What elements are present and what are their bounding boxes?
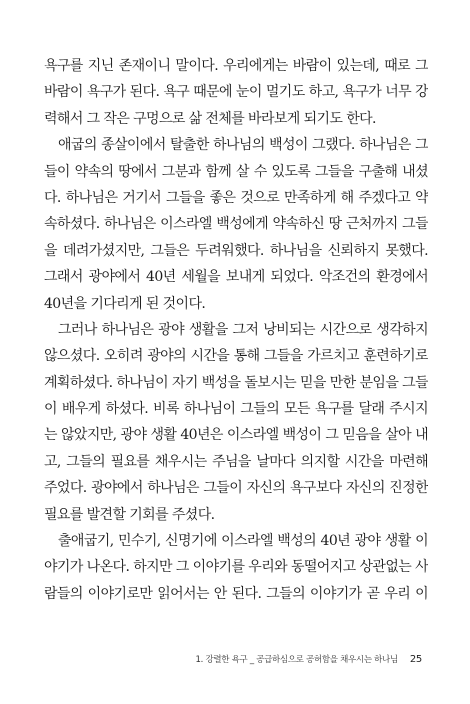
text-line: 않으셨다. 오히려 광야의 시간을 통해 그들을 가르치고 훈련하기로 xyxy=(44,348,428,365)
text-line: 력해서 그 작은 구멍으로 삶 전체를 바라보게 되기도 한다. xyxy=(44,110,376,127)
paragraph-3 xyxy=(44,317,428,528)
text-line: 필요를 발견할 기회를 주셨다. xyxy=(44,506,215,523)
text-line: 을 데려가셨지만, 그들은 두려워했다. 하나님을 신뢰하지 못했다. xyxy=(44,242,428,259)
text-line: 다. 하나님은 거기서 그들을 좋은 것으로 만족하게 해 주겠다고 약 xyxy=(44,189,428,206)
text-line: 계획하셨다. 하나님이 자기 백성을 돌보시는 믿을 만한 분임을 그들 xyxy=(44,374,428,391)
text-line: 그러나 하나님은 광야 생활을 그저 낭비되는 시간으로 생각하지 xyxy=(58,321,428,338)
text-line: 주었다. 광야에서 하나님은 그들이 자신의 욕구보다 자신의 진정한 xyxy=(44,480,428,497)
text-line: 이 배우게 하셨다. 비록 하나님이 그들의 모든 욕구를 달래 주시지 xyxy=(44,401,428,418)
text-line: 그래서 광야에서 40년 세월을 보내게 되었다. 악조건의 환경에서 xyxy=(44,269,428,286)
text-line: 속하셨다. 하나님은 이스라엘 백성에게 약속하신 땅 근처까지 그들 xyxy=(44,216,428,233)
paragraph-2 xyxy=(44,132,428,317)
page-footer xyxy=(196,653,422,665)
text-line: 욕구를 지닌 존재이니 말이다. 우리에게는 바람이 있는데, 때로 그 xyxy=(44,58,428,74)
text-line: 출애굽기, 민수기, 신명기에 이스라엘 백성의 40년 광야 생활 이 xyxy=(58,533,428,550)
text-line: 람들의 이야기로만 읽어서는 안 된다. 그들의 이야기가 곧 우리 이 xyxy=(44,585,428,602)
page-number: 25 xyxy=(409,654,422,665)
text-line: 들이 약속의 땅에서 그분과 함께 살 수 있도록 그들을 구출해 내셨 xyxy=(44,163,428,180)
running-head: 1. 강렬한 욕구 _ 공급하심으로 공허함을 채우시는 하나님 xyxy=(195,655,398,665)
text-line: 애굽의 종살이에서 탈출한 하나님의 백성이 그랬다. 하나님은 그 xyxy=(58,137,428,154)
text-line: 는 않았지만, 광야 생활 40년은 이스라엘 백성이 그 믿음을 살아 내 xyxy=(44,427,428,444)
text-line: 야기가 나온다. 하지만 그 이야기를 우리와 동떨어지고 상관없는 사 xyxy=(44,559,428,576)
paragraph-4 xyxy=(44,528,428,607)
text-line: 40년을 기다리게 된 것이다. xyxy=(44,295,206,312)
page-body xyxy=(44,53,428,607)
paragraph-1 xyxy=(44,53,428,132)
text-line: 고, 그들의 필요를 채우시는 주님을 날마다 의지할 시간을 마련해 xyxy=(44,453,428,470)
text-line: 바람이 욕구가 된다. 욕구 때문에 눈이 멀기도 하고, 욕구가 너무 강 xyxy=(44,84,428,101)
